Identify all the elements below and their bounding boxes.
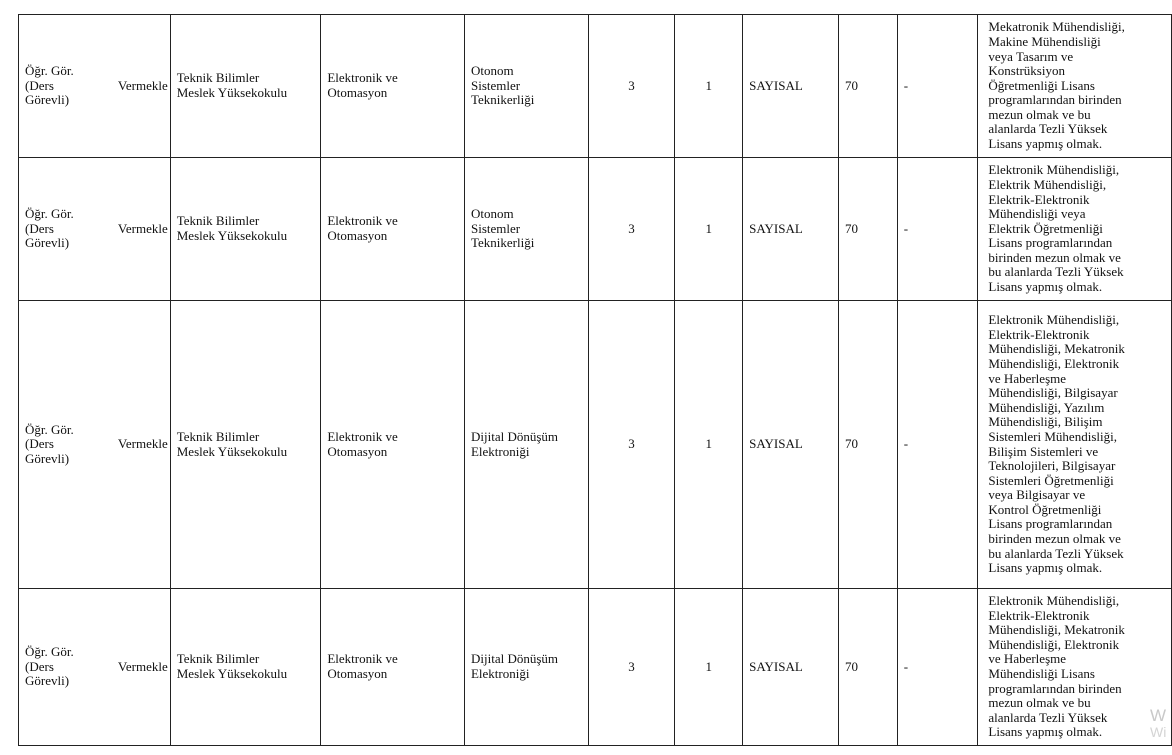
watermark	[1150, 708, 1166, 740]
title-line: Öğr. Gör.	[25, 63, 74, 79]
requirement-cell-line: Mühendisliği, Bilgisayar	[988, 385, 1118, 401]
requirement-cell-line: Elektrik-Elektronik	[988, 326, 1090, 342]
requirement-cell-line: Lisans yapmış olmak.	[988, 136, 1103, 152]
requirement-cell-line: Elektrik Öğretmenliği	[988, 220, 1103, 236]
min-score-cell: 70	[838, 589, 897, 746]
requirement-cell-line: Mühendisliği, Elektronik	[988, 636, 1120, 652]
unit-cell	[170, 158, 321, 301]
requirement-cell	[978, 158, 1172, 301]
requirement-cell-line: Makine Mühendisliği	[988, 33, 1101, 49]
program-cell-line: Teknikerliği	[470, 92, 535, 108]
requirement-cell-line: ve Haberleşme	[988, 370, 1067, 386]
min-score-cell: 70	[838, 15, 897, 158]
requirement-cell-line: Mühendisliği Lisans	[988, 666, 1095, 681]
program-cell	[464, 158, 588, 301]
requirement-cell-line: mezun olmak ve bu	[988, 106, 1091, 122]
program-cell-line: Dijital Dönüşüm	[470, 428, 559, 444]
department-cell	[321, 589, 465, 746]
min-score-cell: 70	[838, 301, 897, 589]
title-side-text: Vermekle	[117, 436, 168, 452]
requirement-cell-line: Lisans programlarından	[988, 516, 1113, 532]
unit-cell-line: Meslek Yüksekokulu	[176, 85, 288, 100]
program-cell-line: Elektroniği	[470, 666, 530, 681]
score-type-cell: SAYISAL	[743, 301, 839, 589]
requirement-cell-line: Mühendisliği, Mekatronik	[988, 622, 1125, 638]
unit-cell-line: Meslek Yüksekokulu	[176, 443, 288, 459]
requirement-cell-line: Mühendisliği, Yazılım	[988, 399, 1105, 415]
requirement-cell-line: Elektronik Mühendisliği,	[988, 312, 1120, 328]
requirement-cell-line: Teknolojileri, Bilgisayar	[988, 458, 1116, 474]
unit-cell-line: Teknik Bilimler	[176, 428, 260, 444]
requirement-cell-line: Öğretmenliği Lisans	[988, 77, 1095, 93]
title-cell	[19, 15, 171, 158]
requirement-cell-line: bu alanlarda Tezli Yüksek	[988, 264, 1124, 280]
department-cell	[321, 301, 465, 589]
requirement-cell	[978, 589, 1172, 746]
requirement-cell	[978, 301, 1172, 589]
department-cell	[321, 15, 465, 158]
count-cell: 1	[675, 589, 743, 746]
title-wrap	[19, 645, 170, 689]
requirement-cell-line: birinden mezun olmak ve	[988, 531, 1121, 547]
program-cell	[464, 301, 588, 589]
table-row	[19, 158, 1172, 301]
requirement-cell-line: Elektrik Mühendisliği,	[988, 176, 1107, 192]
min-score-cell: 70	[838, 158, 897, 301]
requirement-cell-line: Mühendisliği, Bilişim	[988, 414, 1103, 430]
table-row	[19, 589, 1172, 746]
requirement-cell-line: Bilişim Sistemleri ve	[988, 443, 1099, 459]
department-cell-line: Otomasyon	[327, 228, 388, 243]
unit-cell-line: Teknik Bilimler	[176, 70, 260, 86]
title-line: Görevli)	[25, 235, 70, 251]
program-cell-line: Otonom	[470, 206, 514, 222]
unit-cell-line: Meslek Yüksekokulu	[176, 666, 288, 681]
count-cell: 1	[675, 15, 743, 158]
requirement-cell-line: Elektrik-Elektronik	[988, 607, 1090, 623]
title-line: Öğr. Gör.	[25, 206, 74, 222]
title-line: Öğr. Gör.	[25, 644, 74, 660]
title-cell	[19, 158, 171, 301]
title-line: Görevli)	[25, 450, 70, 466]
unit-cell	[170, 15, 321, 158]
count-cell: 1	[675, 301, 743, 589]
score-type-cell: SAYISAL	[743, 158, 839, 301]
department-cell-line: Otomasyon	[327, 443, 388, 459]
watermark-line-2: Wi	[1150, 724, 1167, 740]
title-wrap	[19, 423, 170, 467]
unit-cell-line: Teknik Bilimler	[176, 651, 260, 667]
requirement-cell-line: birinden mezun olmak ve	[988, 249, 1121, 265]
requirement-cell-line: Lisans yapmış olmak.	[988, 724, 1103, 740]
requirement-cell-line: Lisans programlarından	[988, 235, 1113, 251]
requirement-cell-line: alanlarda Tezli Yüksek	[988, 121, 1108, 137]
title-lines	[25, 207, 74, 251]
requirement-cell-line: Kontrol Öğretmenliği	[988, 501, 1102, 517]
extra-cell: -	[897, 301, 978, 589]
program-cell	[464, 589, 588, 746]
requirement-cell-line: Elektronik Mühendisliği,	[988, 593, 1120, 609]
title-line: Görevli)	[25, 92, 70, 108]
unit-cell	[170, 301, 321, 589]
requirement-cell-line: Sistemleri Mühendisliği,	[988, 428, 1117, 444]
program-cell	[464, 15, 588, 158]
department-cell-line: Elektronik ve	[327, 428, 398, 444]
table-row	[19, 15, 1172, 158]
title-line: (Ders	[25, 658, 54, 674]
title-cell	[19, 589, 171, 746]
department-cell-line: Elektronik ve	[327, 213, 398, 229]
title-line: (Ders	[25, 77, 54, 93]
unit-cell	[170, 589, 321, 746]
extra-cell: -	[897, 158, 978, 301]
program-cell-line: Sistemler	[470, 220, 521, 236]
program-cell-line: Sistemler	[470, 77, 521, 93]
requirement-cell-line: Mekatronik Mühendisliği,	[988, 19, 1125, 35]
title-side-text: Vermekle	[117, 658, 168, 674]
title-line: Görevli)	[25, 673, 70, 689]
table-body	[19, 15, 1172, 746]
requirement-cell-line: alanlarda Tezli Yüksek	[988, 709, 1108, 725]
title-lines	[25, 423, 74, 467]
title-wrap	[19, 207, 170, 251]
degree-cell: 3	[588, 158, 675, 301]
degree-cell: 3	[588, 301, 675, 589]
unit-cell-line: Teknik Bilimler	[176, 213, 260, 229]
requirement-cell-line: programlarından birinden	[988, 92, 1122, 108]
degree-cell: 3	[588, 589, 675, 746]
title-lines	[25, 645, 74, 689]
program-cell-line: Dijital Dönüşüm	[470, 651, 559, 667]
requirement-cell-line: Konstrüksiyon	[988, 63, 1065, 79]
requirement-cell-line: Lisans yapmış olmak.	[988, 279, 1103, 295]
requirement-cell-line: veya Tasarım ve	[988, 48, 1074, 64]
requirement-cell-line: programlarından birinden	[988, 680, 1122, 696]
requirement-cell-line: Mühendisliği, Mekatronik	[988, 341, 1125, 357]
department-cell-line: Elektronik ve	[327, 70, 398, 86]
requirement-cell-line: bu alanlarda Tezli Yüksek	[988, 545, 1124, 561]
extra-cell: -	[897, 589, 978, 746]
department-cell	[321, 158, 465, 301]
requirement-cell-line: Mühendisliği veya	[988, 206, 1086, 222]
degree-cell: 3	[588, 15, 675, 158]
program-cell-line: Otonom	[470, 63, 514, 79]
requirement-cell-line: Sistemleri Öğretmenliği	[988, 472, 1114, 488]
title-wrap	[19, 64, 170, 108]
department-cell-line: Elektronik ve	[327, 651, 398, 667]
title-lines	[25, 64, 74, 108]
requirement-cell-line: Mühendisliği, Elektronik	[988, 355, 1120, 371]
table-row	[19, 301, 1172, 589]
score-type-cell: SAYISAL	[743, 589, 839, 746]
requirement-cell-line: veya Bilgisayar ve	[988, 487, 1086, 503]
title-side-text: Vermekle	[117, 220, 168, 236]
department-cell-line: Otomasyon	[327, 85, 388, 100]
title-line: (Ders	[25, 436, 54, 452]
requirement-cell-line: Lisans yapmış olmak.	[988, 560, 1103, 576]
title-cell	[19, 301, 171, 589]
requirement-cell	[978, 15, 1172, 158]
title-side-text: Vermekle	[117, 77, 168, 93]
score-type-cell: SAYISAL	[743, 15, 839, 158]
title-line: Öğr. Gör.	[25, 421, 74, 437]
program-cell-line: Elektroniği	[470, 443, 530, 459]
watermark-line-1: W	[1150, 706, 1167, 725]
unit-cell-line: Meslek Yüksekokulu	[176, 228, 288, 243]
requirement-cell-line: Elektronik Mühendisliği,	[988, 162, 1120, 178]
program-cell-line: Teknikerliği	[470, 235, 535, 251]
faculty-postings-table	[18, 14, 1172, 746]
title-line: (Ders	[25, 220, 54, 236]
extra-cell: -	[897, 15, 978, 158]
requirement-cell-line: mezun olmak ve bu	[988, 695, 1091, 711]
requirement-cell-line: Elektrik-Elektronik	[988, 191, 1090, 207]
department-cell-line: Otomasyon	[327, 666, 388, 681]
requirement-cell-line: ve Haberleşme	[988, 651, 1067, 667]
count-cell: 1	[675, 158, 743, 301]
